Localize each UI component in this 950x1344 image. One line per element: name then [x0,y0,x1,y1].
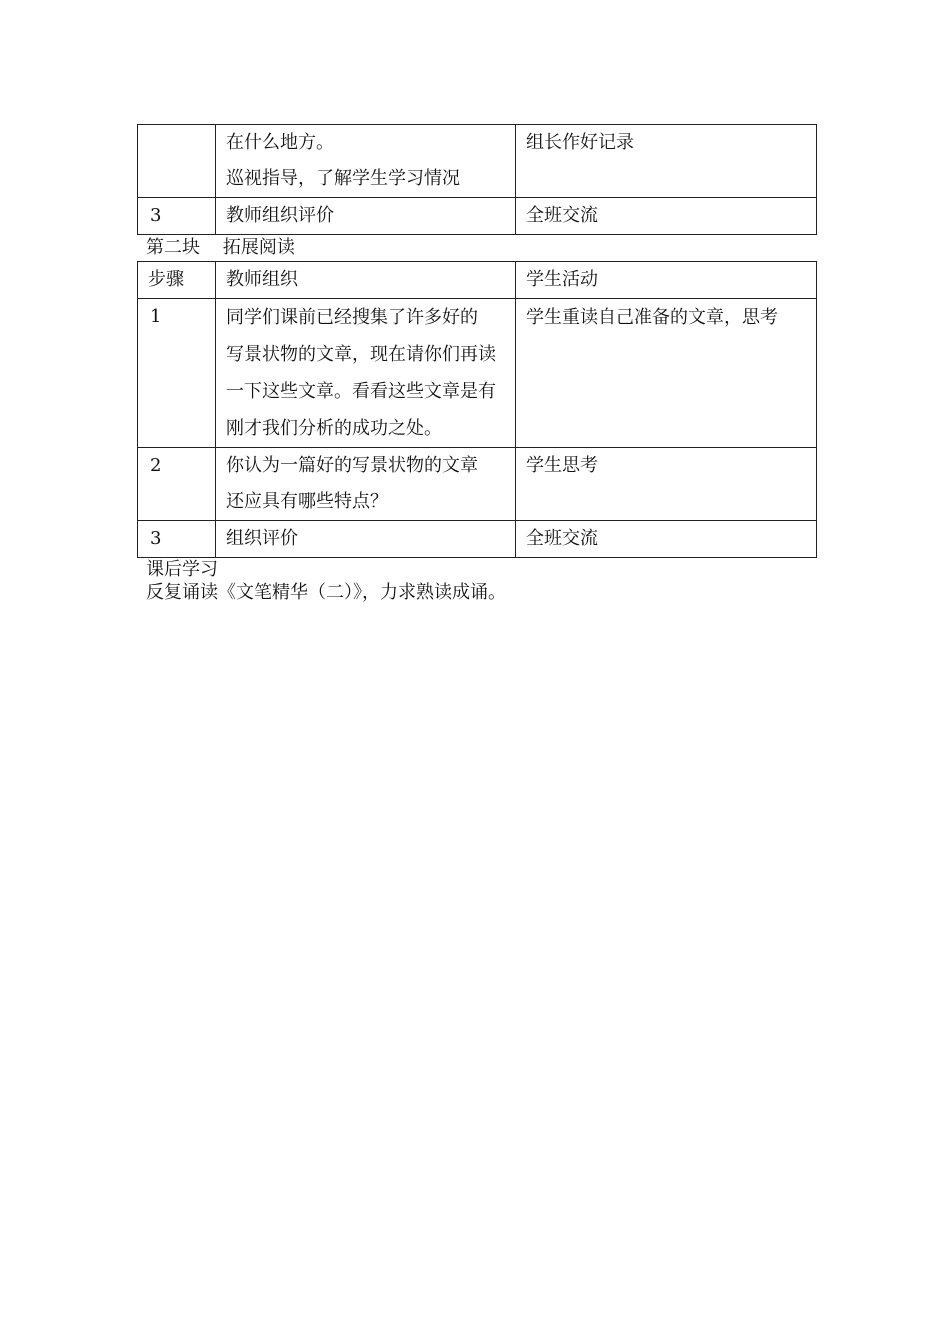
table-row [138,125,817,198]
table-row [138,299,817,448]
cell-line: 组织评价 [226,528,298,549]
cell-line: 同学们课前已经搜集了许多好的 [226,307,478,328]
step-cell: 2 [138,448,216,521]
cell-line: 你认为一篇好的写景状物的文章 [226,455,478,476]
cell-line: 全班交流 [526,528,598,549]
document-page [137,124,816,604]
cell-line: 教师组织评价 [226,205,334,226]
step-cell: 3 [138,521,216,558]
teacher-cell [216,448,516,521]
lesson-table-part1 [137,124,817,235]
table-row [138,198,817,235]
cell-line: 一下这些文章。看看这些文章是有 [226,381,496,402]
step-cell [138,125,216,198]
cell-line: 组长作好记录 [526,132,634,153]
cell-line: 还应具有哪些特点？ [226,491,388,512]
student-cell [516,198,817,235]
header-step: 步骤 [138,262,216,299]
table-row [138,448,817,521]
cell-line: 写景状物的文章，现在请你们再读 [226,344,496,365]
section-heading: 第二块 拓展阅读 [146,237,295,258]
student-cell [516,448,817,521]
lesson-table-part2 [137,261,817,558]
table-row [138,521,817,558]
cell-line: 学生思考 [526,455,598,476]
table-header-row [138,262,817,299]
student-cell [516,125,817,198]
cell-line: 巡视指导，了解学生学习情况 [226,168,460,189]
header-student: 学生活动 [516,262,817,299]
cell-line: 刚才我们分析的成功之处。 [226,418,442,439]
teacher-cell [216,521,516,558]
teacher-cell [216,198,516,235]
after-class-text: 反复诵读《文笔精华（二）》，力求熟读成诵。 [146,582,506,603]
teacher-cell [216,125,516,198]
step-cell: 1 [138,299,216,448]
cell-line: 在什么地方。 [226,132,334,153]
header-teacher: 教师组织 [216,262,516,299]
cell-line: 学生重读自己准备的文章，思考 [526,307,778,328]
step-cell: 3 [138,198,216,235]
cell-line: 全班交流 [526,205,598,226]
teacher-cell [216,299,516,448]
student-cell [516,521,817,558]
student-cell [516,299,817,448]
after-class-heading: 课后学习 [146,559,218,580]
